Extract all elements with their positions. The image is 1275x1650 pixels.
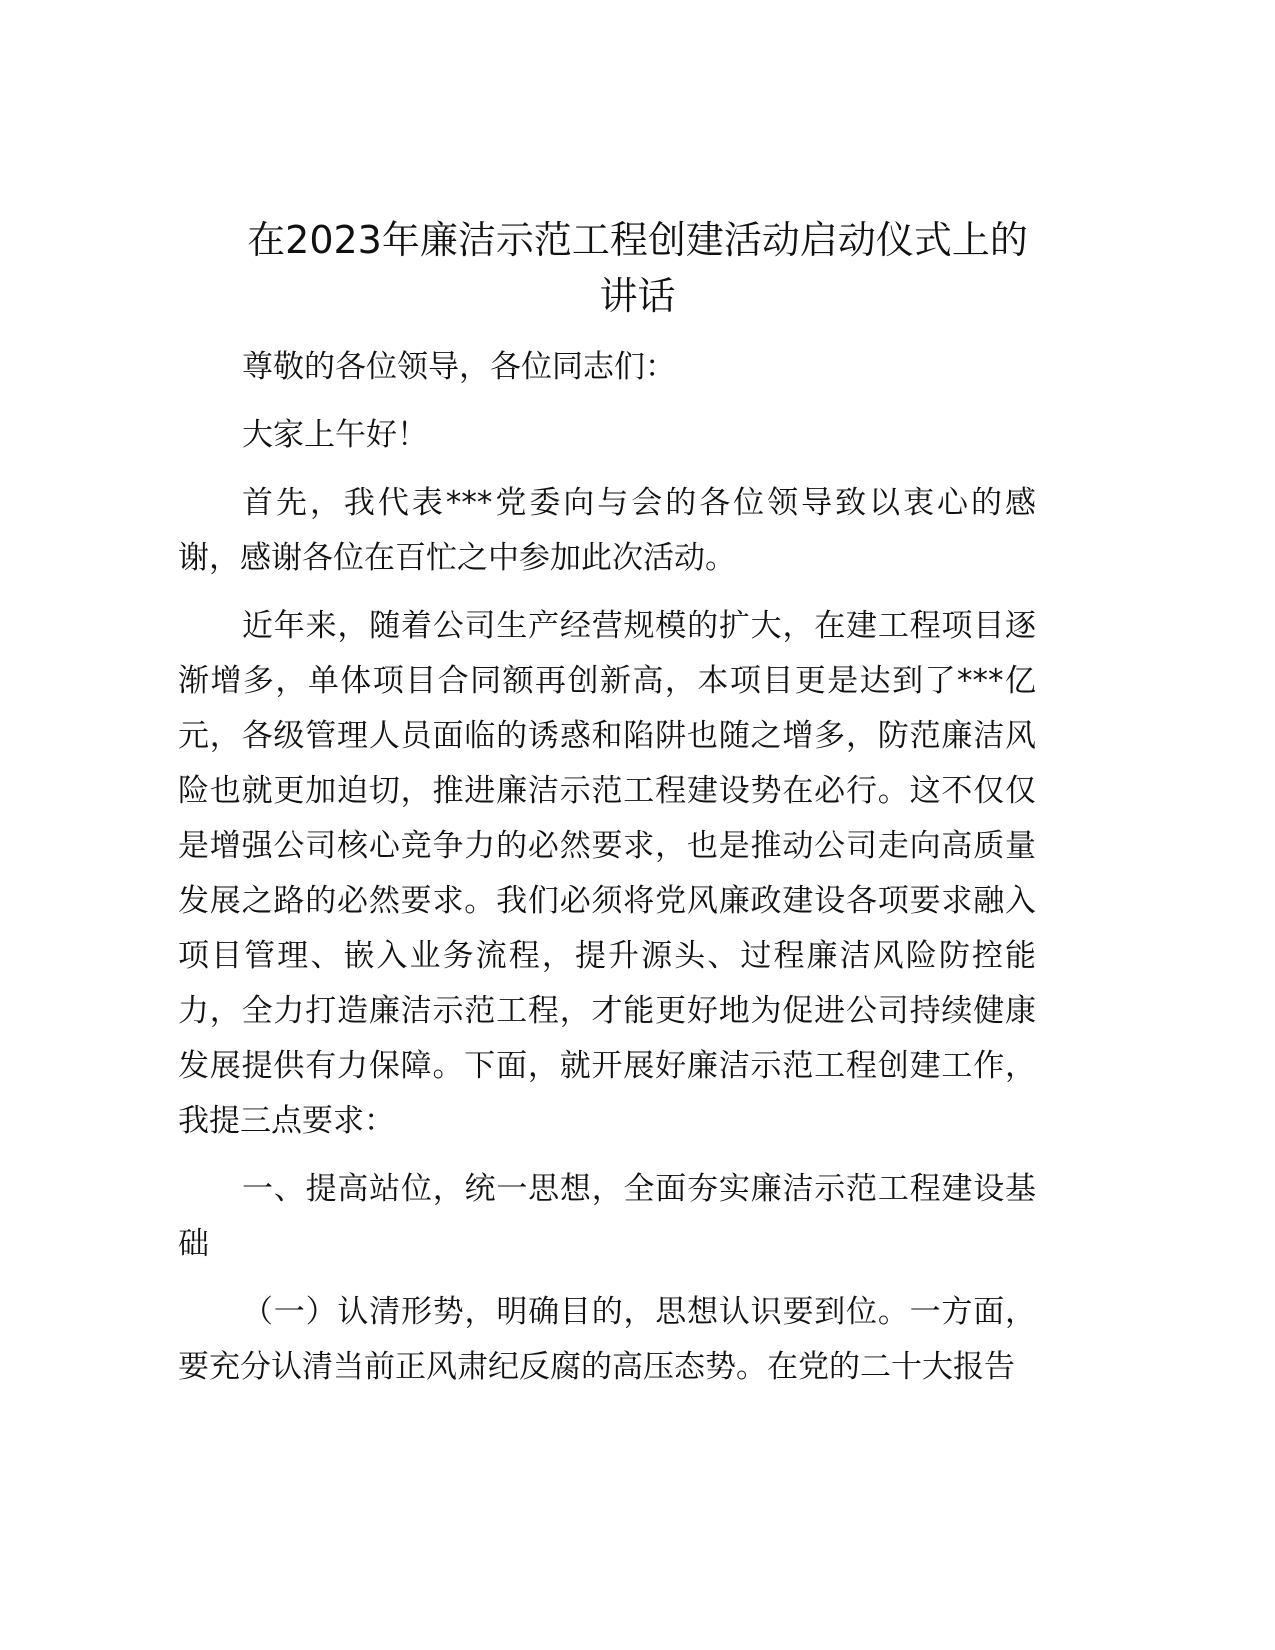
paragraph-line: 发展之路的必然要求。我们必须将党风廉政建设各项要求融入	[178, 883, 1036, 919]
paragraph-line: 我提三点要求：	[178, 1103, 395, 1139]
paragraph	[178, 476, 1036, 586]
paragraph-line: 近年来，随着公司生产经营规模的扩大，在建工程项目逐	[242, 608, 1036, 644]
paragraph-line: 力，全力打造廉洁示范工程，才能更好地为促进公司持续健康	[178, 993, 1036, 1029]
paragraph	[178, 1285, 1036, 1395]
paragraph-line: 大家上午好！	[242, 417, 428, 453]
paragraph-line: 首先，我代表***党委向与会的各位领导致以衷心的感	[242, 485, 1036, 521]
paragraph	[178, 340, 1036, 395]
paragraph-line: （一）认清形势，明确目的，思想认识要到位。一方面，	[242, 1294, 1036, 1330]
paragraph	[178, 599, 1036, 1149]
paragraph-line: 发展提供有力保障。下面，就开展好廉洁示范工程创建工作，	[178, 1048, 1036, 1084]
paragraph-line: 渐增多，单体项目合同额再创新高，本项目更是达到了***亿	[178, 663, 1036, 699]
paragraph-line: 一、提高站位，统一思想，全面夯实廉洁示范工程建设基	[242, 1171, 1036, 1207]
paragraph-line: 项目管理、嵌入业务流程，提升源头、过程廉洁风险防控能	[178, 938, 1036, 974]
paragraph	[178, 408, 1036, 463]
document-title	[150, 212, 1125, 324]
title-line-2: 讲话	[599, 274, 676, 318]
paragraph-line: 要充分认清当前正风肃纪反腐的高压态势。在党的二十大报告	[178, 1349, 1015, 1385]
paragraph-line: 础	[178, 1226, 209, 1262]
paragraph-line: 元，各级管理人员面临的诱惑和陷阱也随之增多，防范廉洁风	[178, 718, 1036, 754]
title-line-1: 在2023年廉洁示范工程创建活动启动仪式上的	[247, 218, 1028, 262]
paragraph-line: 尊敬的各位领导，各位同志们：	[242, 349, 676, 385]
paragraph-line: 险也就更加迫切，推进廉洁示范工程建设势在必行。这不仅仅	[178, 773, 1036, 809]
paragraph-line: 谢，感谢各位在百忙之中参加此次活动。	[178, 540, 736, 576]
document-body	[178, 340, 1036, 1408]
paragraph	[178, 1162, 1036, 1272]
paragraph-line: 是增强公司核心竞争力的必然要求，也是推动公司走向高质量	[178, 828, 1036, 864]
